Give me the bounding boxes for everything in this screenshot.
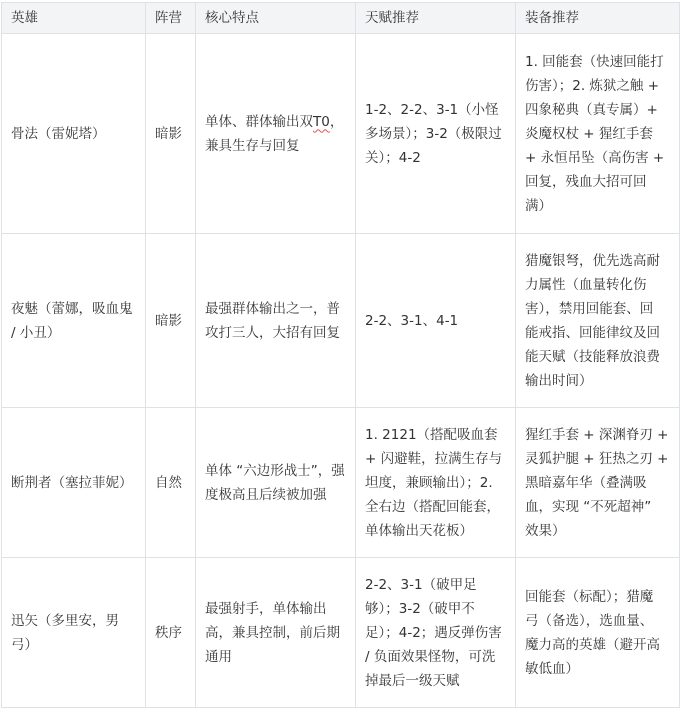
talent-cell: 2-2、3-1（破甲足够）；3-2（破甲不足）；4-2；遇反弹伤害 / 负面效果怪物，可洗掉最后一级天赋 <box>356 558 516 708</box>
core-traits-cell: 最强射手，单体输出高，兼具控制，前后期通用 <box>196 558 356 708</box>
hero-name-cell: 迅矢（多里安，男弓） <box>2 558 146 708</box>
talent-cell: 2-2、3-1、4-1 <box>356 234 516 408</box>
header-talent: 天赋推荐 <box>356 3 516 34</box>
header-equipment: 装备推荐 <box>516 3 680 34</box>
core-traits-text-start: 单体、群体输出双 <box>205 113 313 130</box>
equipment-cell: 猎魔银弩，优先选高耐力属性（血量转化伤害），禁用回能套、回能戒指、回能律纹及回能天赋（技能释放浪费输出时间） <box>516 234 680 408</box>
header-hero: 英雄 <box>2 3 146 34</box>
faction-cell: 自然 <box>146 408 196 558</box>
talent-cell: 1. 2121（搭配吸血套 + 闪避鞋，拉满生存与坦度，兼顾输出）；2. 全右边（搭配回能套，单体输出天花板） <box>356 408 516 558</box>
hero-name-cell: 骨法（雷妮塔） <box>2 34 146 234</box>
faction-cell: 暗影 <box>146 234 196 408</box>
faction-cell: 秩序 <box>146 558 196 708</box>
table-row <box>2 34 680 234</box>
talent-cell: 1-2、2-2、3-1（小怪多场景）；3-2（极限过关）；4-2 <box>356 34 516 234</box>
table-header-row <box>2 3 680 34</box>
equipment-cell: 回能套（标配）；猎魔弓（备选），选血量、魔力高的英雄（避开高敏低血） <box>516 558 680 708</box>
table-row <box>2 234 680 408</box>
hero-recommendation-table <box>1 2 680 708</box>
table-row <box>2 558 680 708</box>
core-traits-text-end: ，兼具生存与回复 <box>205 113 344 154</box>
spellcheck-underlined-text: T0 <box>313 113 330 130</box>
core-traits-cell: 单体 “六边形战士”，强度极高且后续被加强 <box>196 408 356 558</box>
header-faction: 阵营 <box>146 3 196 34</box>
hero-name-cell: 夜魅（蕾娜，吸血鬼 / 小丑） <box>2 234 146 408</box>
equipment-cell: 1. 回能套（快速回能打伤害）；2. 炼狱之触 + 四象秘典（真专属）+ 炎魔权杖 + 猩红手套 + 永恒吊坠（高伤害 + 回复，残血大招可回满） <box>516 34 680 234</box>
header-core-traits: 核心特点 <box>196 3 356 34</box>
faction-cell: 暗影 <box>146 34 196 234</box>
table-row <box>2 408 680 558</box>
core-traits-cell: 最强群体输出之一，普攻打三人，大招有回复 <box>196 234 356 408</box>
core-traits-cell <box>196 34 356 234</box>
hero-name-cell: 断荆者（塞拉菲妮） <box>2 408 146 558</box>
equipment-cell: 猩红手套 + 深渊脊刃 + 灵狐护腿 + 狂热之刃 + 黑暗嘉年华（叠满吸血，实现 “不死超神” 效果） <box>516 408 680 558</box>
